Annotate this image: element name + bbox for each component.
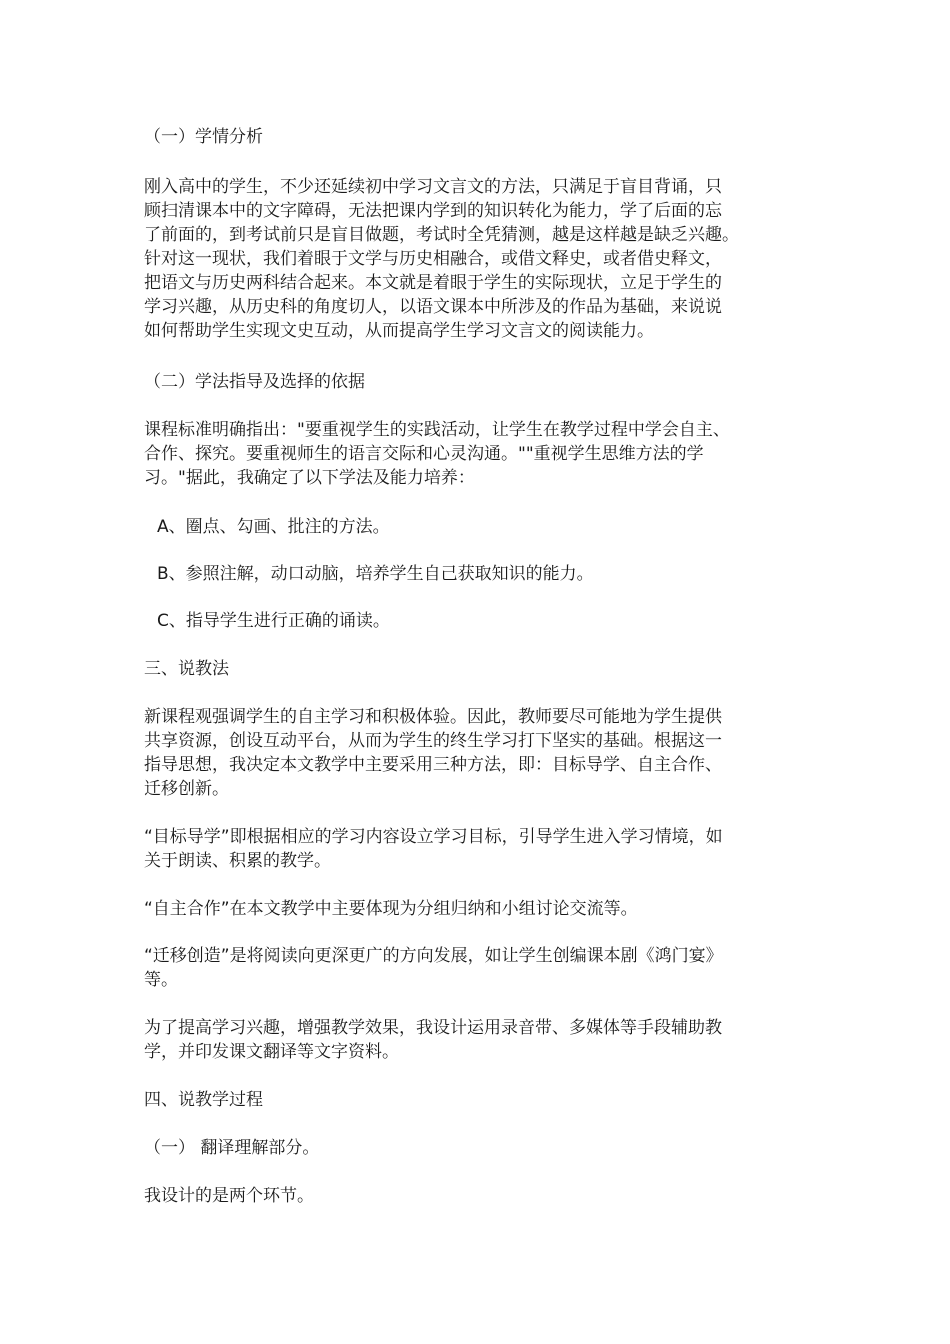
paragraph-line: 我设计的是两个环节。 [144, 1186, 314, 1206]
paragraph-line: 针对这一现状，我们着眼于文学与历史相融合，或借文释史，或者借史释文， [144, 249, 722, 269]
paragraph-line: 了前面的，到考试前只是盲目做题，考试时全凭猜测，越是这样越是缺乏兴趣。 [144, 225, 739, 245]
section-heading-teaching-method: 三、说教法 [144, 659, 229, 679]
paragraph-line: 新课程观强调学生的自主学习和积极体验。因此，教师要尽可能地为学生提供 [144, 707, 722, 727]
paragraph-line: 如何帮助学生实现文史互动，从而提高学生学习文言文的阅读能力。 [144, 321, 654, 341]
paragraph-line: 等。 [144, 970, 178, 990]
section-heading-learning-analysis: （一）学情分析 [144, 127, 263, 147]
list-item-c: C、指导学生进行正确的诵读。 [157, 611, 390, 631]
paragraph-line: 刚入高中的学生，不少还延续初中学习文言文的方法，只满足于盲目背诵，只 [144, 177, 722, 197]
paragraph-line: 关于朗读、积累的教学。 [144, 851, 331, 871]
paragraph-line: 习。"据此，我确定了以下学法及能力培养： [144, 468, 475, 488]
list-item-a: A、圈点、勾画、批注的方法。 [157, 517, 390, 537]
paragraph-line: 合作、探究。要重视师生的语言交际和心灵沟通。""重视学生思维方法的学 [144, 444, 704, 464]
paragraph-line: 顾扫清课本中的文字障碍，无法把课内学到的知识转化为能力，学了后面的忘 [144, 201, 722, 221]
list-item-b: B、参照注解，动口动脑，培养学生自己获取知识的能力。 [157, 564, 594, 584]
section-heading-method-guidance: （二）学法指导及选择的依据 [144, 372, 365, 392]
paragraph-line: 迁移创新。 [144, 779, 229, 799]
paragraph-line: 指导思想，我决定本文教学中主要采用三种方法，即：目标导学、自主合作、 [144, 755, 722, 775]
paragraph-line: 课程标准明确指出："要重视学生的实践活动，让学生在教学过程中学会自主、 [144, 420, 730, 440]
paragraph-line: 为了提高学习兴趣，增强教学效果，我设计运用录音带、多媒体等手段辅助教 [144, 1018, 722, 1038]
paragraph-line: “自主合作”在本文教学中主要体现为分组归纳和小组讨论交流等。 [144, 899, 638, 919]
paragraph-line: 把语文与历史两科结合起来。本文就是着眼于学生的实际现状，立足于学生的 [144, 273, 722, 293]
paragraph-line: “迁移创造”是将阅读向更深更广的方向发展，如让学生创编课本剧《鸿门宴》 [144, 946, 723, 966]
paragraph-line: “目标导学”即根据相应的学习内容设立学习目标，引导学生进入学习情境，如 [144, 827, 723, 847]
section-heading-teaching-process: 四、说教学过程 [144, 1090, 263, 1110]
paragraph-line: 学，并印发课文翻译等文字资料。 [144, 1042, 399, 1062]
paragraph-line: 学习兴趣，从历史科的角度切人，以语文课本中所涉及的作品为基础，来说说 [144, 297, 722, 317]
paragraph-line: 共享资源，创设互动平台，从而为学生的终生学习打下坚实的基础。根据这一 [144, 731, 722, 751]
subsection-heading-translation: （一） 翻译理解部分。 [144, 1138, 320, 1158]
